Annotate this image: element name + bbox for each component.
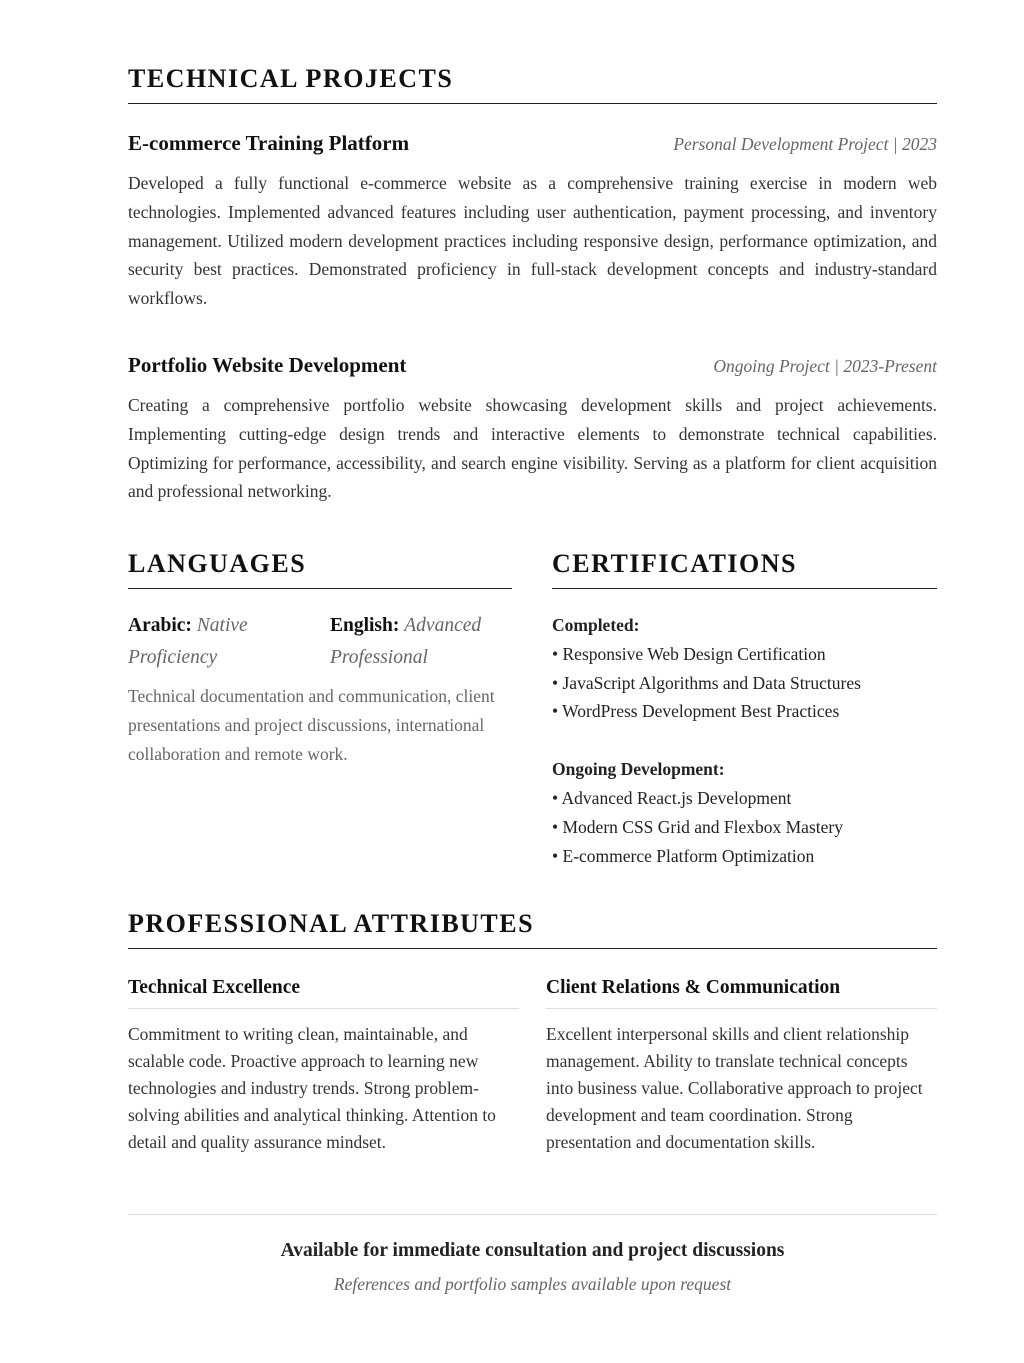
attribute-title: Client Relations & Communication — [546, 976, 937, 1009]
attribute-description: Excellent interpersonal skills and client relationship management. Ability to translate technical concepts into business value. Collaborative approach to project development and team coordination. Strong presentation and documentation skills. — [546, 1024, 923, 1152]
project-title: E-commerce Training Platform — [128, 131, 410, 155]
completed-label: Completed: — [552, 615, 640, 635]
language-item — [128, 610, 330, 674]
certification-item: • JavaScript Algorithms and Data Structures — [552, 672, 861, 693]
languages-heading: LANGUAGES — [128, 549, 512, 589]
certification-item: • Responsive Web Design Certification — [552, 643, 826, 664]
technical-projects-section — [128, 64, 937, 104]
footer-references: References and portfolio samples available upon request — [333, 1274, 732, 1294]
certification-item: • E-commerce Platform Optimization — [552, 845, 815, 866]
project-header — [128, 353, 937, 378]
language-item — [330, 610, 512, 674]
ongoing-group — [552, 755, 937, 870]
languages-list — [128, 610, 512, 674]
attribute-title: Technical Excellence — [128, 976, 519, 1009]
project-header — [128, 131, 937, 156]
footer-divider — [128, 1214, 937, 1215]
completed-group — [552, 611, 937, 726]
language-name: Arabic: — [128, 615, 192, 636]
project-description: Developed a fully functional e-commerce website as a comprehensive training exercise in modern web technologies. Implemented advanced features including user authentication, payment processing, and inventory management. Utilized modern development practices including responsive design, performance optimization, and security best practices. Demonstrated proficiency in full-stack development concepts and industry-standard workflows. — [128, 173, 937, 309]
project-item — [128, 353, 937, 506]
certification-item: • Modern CSS Grid and Flexbox Mastery — [552, 816, 843, 837]
certifications-section — [552, 549, 937, 870]
certification-item: • Advanced React.js Development — [552, 787, 792, 808]
languages-section — [128, 549, 512, 768]
attribute-card — [128, 976, 519, 1156]
project-item — [128, 131, 937, 313]
attribute-card — [546, 976, 937, 1156]
language-level: Advanced Professional — [330, 615, 482, 668]
project-meta: Ongoing Project | 2023-Present — [713, 356, 937, 376]
project-meta: Personal Development Project | 2023 — [673, 134, 937, 154]
certification-item: • WordPress Development Best Practices — [552, 701, 840, 722]
certifications-heading: CERTIFICATIONS — [552, 549, 937, 589]
project-description: Creating a comprehensive portfolio website showcasing development skills and project achievements. Implementing cutting-edge design trends and interactive elements to demonstrate technical capabilities. Optimizing for performance, accessibility, and search engine visibility. Serving as a platform for client acquisition and professional networking. — [128, 395, 937, 502]
attributes-heading: PROFESSIONAL ATTRIBUTES — [128, 909, 937, 949]
project-title: Portfolio Website Development — [128, 353, 407, 377]
attribute-description: Commitment to writing clean, maintainable, and scalable code. Proactive approach to learning new technologies and industry trends. Strong problem-solving abilities and analytical thinking. Attention to detail and quality assurance mindset. — [128, 1024, 496, 1152]
attributes-section — [128, 909, 937, 949]
technical-projects-heading: TECHNICAL PROJECTS — [128, 64, 937, 104]
language-name: English: — [330, 615, 400, 636]
language-level: Native Proficiency — [128, 615, 248, 668]
ongoing-label: Ongoing Development: — [552, 759, 725, 780]
footer-availability: Available for immediate consultation and project discussions — [280, 1240, 785, 1261]
languages-note: Technical documentation and communication, client presentations and project discussions, international collaboration and remote work. — [128, 686, 495, 764]
